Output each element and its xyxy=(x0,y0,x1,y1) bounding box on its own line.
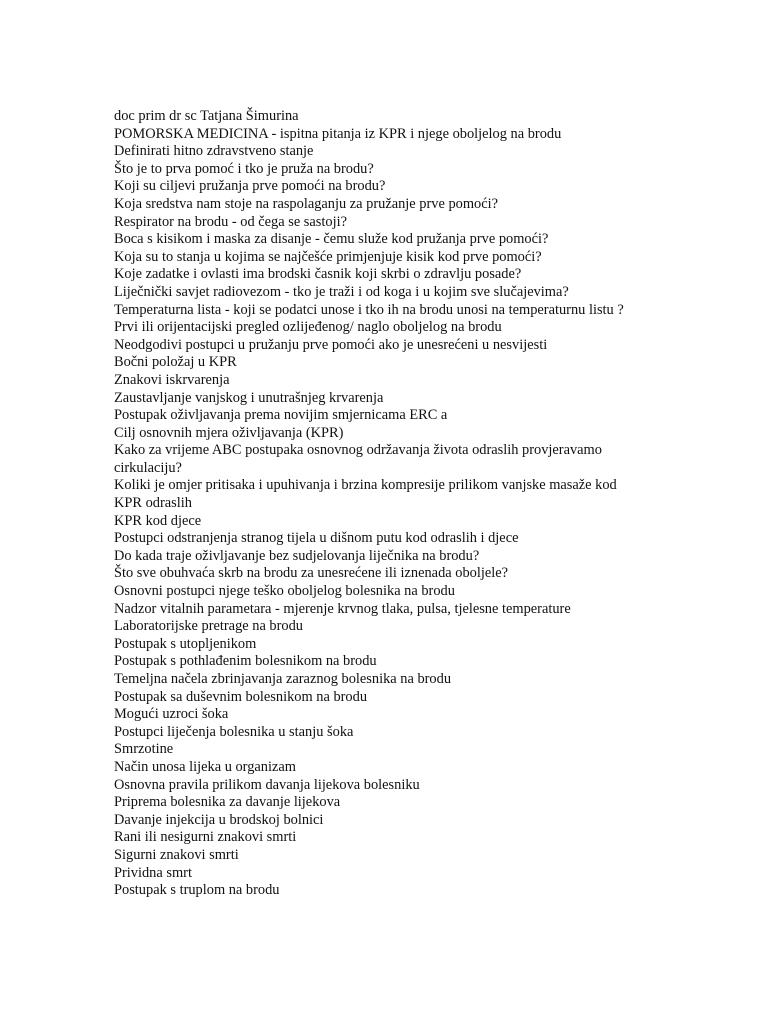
question-line: Davanje injekcija u brodskoj bolnici xyxy=(114,811,324,828)
question-line: Temeljna načela zbrinjavanja zaraznog bolesnika na brodu xyxy=(114,671,452,687)
question-line: Postupci odstranjenja stranog tijela u dišnom putu kod odraslih i djece xyxy=(114,530,519,547)
question-line: Postupak s utopljenikom xyxy=(114,635,257,652)
question-line: Postupak sa duševnim bolesnikom na brodu xyxy=(114,688,368,705)
question-line: Respirator na brodu - od čega se sastoji? xyxy=(114,213,347,230)
question-line: Mogući uzroci šoka xyxy=(114,706,229,723)
question-line: Boca s kisikom i maska za disanje - čemu služe kod pružanja prve pomoći? xyxy=(114,231,549,248)
question-line: Znakovi iskrvarenja xyxy=(114,371,230,388)
question-line: Postupak s truplom na brodu xyxy=(114,882,280,899)
question-line: Osnovni postupci njege teško oboljelog bolesnika na brodu xyxy=(114,583,455,600)
question-line: Neodgodivi postupci u pružanju prve pomoći ako je unesrećeni u nesvijesti xyxy=(114,336,548,353)
question-line: Cilj osnovnih mjera oživljavanja (KPR) xyxy=(114,424,344,441)
question-line: Priprema bolesnika za davanje lijekova xyxy=(114,794,341,811)
question-line: Rani ili nesigurni znakovi smrti xyxy=(114,829,297,846)
question-line: Prvi ili orijentacijski pregled ozlijeđenog/ naglo oboljelog na brodu xyxy=(114,319,502,336)
question-line: Bočni položaj u KPR xyxy=(114,354,237,371)
question-line: Temperaturna lista - koji se podatci unose i tko ih na brodu unosi na temperaturnu listu ? xyxy=(114,301,624,318)
question-list xyxy=(114,108,674,900)
document-title: POMORSKA MEDICINA - ispitna pitanja iz KPR i njege oboljelog na brodu xyxy=(114,125,562,142)
question-line: cirkulaciju? xyxy=(114,459,182,476)
question-line: Koji su ciljevi pružanja prve pomoći na brodu? xyxy=(114,178,386,195)
question-line: Postupci liječenja bolesnika u stanju šoka xyxy=(114,723,354,740)
question-line: Postupak oživljavanja prema novijim smjernicama ERC a xyxy=(114,407,448,424)
question-line: Prividna smrt xyxy=(114,864,192,881)
question-line: KPR odraslih xyxy=(114,495,192,512)
question-line: Način unosa lijeka u organizam xyxy=(114,758,296,775)
question-line: Smrzotine xyxy=(114,741,174,758)
question-line: KPR kod djece xyxy=(114,512,202,529)
question-line: Nadzor vitalnih parametara - mjerenje krvnog tlaka, pulsa, tjelesne temperature xyxy=(114,600,571,617)
question-line: Koliki je omjer pritisaka i upuhivanja i brzina kompresije prilikom vanjske masaže kod xyxy=(114,477,617,494)
question-line: Zaustavljanje vanjskog i unutrašnjeg krvarenja xyxy=(114,389,384,406)
question-line: Što je to prva pomoć i tko je pruža na brodu? xyxy=(114,160,374,177)
question-line: Laboratorijske pretrage na brodu xyxy=(114,618,303,635)
question-line: Koje zadatke i ovlasti ima brodski časnik koji skrbi o zdravlju posade? xyxy=(114,266,522,283)
question-line: Što sve obuhvaća skrb na brodu za unesrećene ili iznenada oboljele? xyxy=(114,565,508,582)
question-line: Koja sredstva nam stoje na raspolaganju za pružanje prve pomoći? xyxy=(114,195,499,212)
question-line: Do kada traje oživljavanje bez sudjelovanja liječnika na brodu? xyxy=(114,547,480,564)
question-line: Koja su to stanja u kojima se najčešće primjenjuje kisik kod prve pomoći? xyxy=(114,248,542,265)
author-line: doc prim dr sc Tatjana Šimurina xyxy=(114,108,299,124)
question-line: Sigurni znakovi smrti xyxy=(114,846,239,863)
question-line: Liječnički savjet radiovezom - tko je traži i od koga i u kojim sve slučajevima? xyxy=(114,283,569,300)
question-line: Definirati hitno zdravstveno stanje xyxy=(114,143,314,160)
question-line: Kako za vrijeme ABC postupaka osnovnog održavanja života odraslih provjeravamo xyxy=(114,442,602,459)
question-line: Postupak s pothlađenim bolesnikom na brodu xyxy=(114,653,377,670)
question-line: Osnovna pravila prilikom davanja lijekova bolesniku xyxy=(114,776,420,793)
